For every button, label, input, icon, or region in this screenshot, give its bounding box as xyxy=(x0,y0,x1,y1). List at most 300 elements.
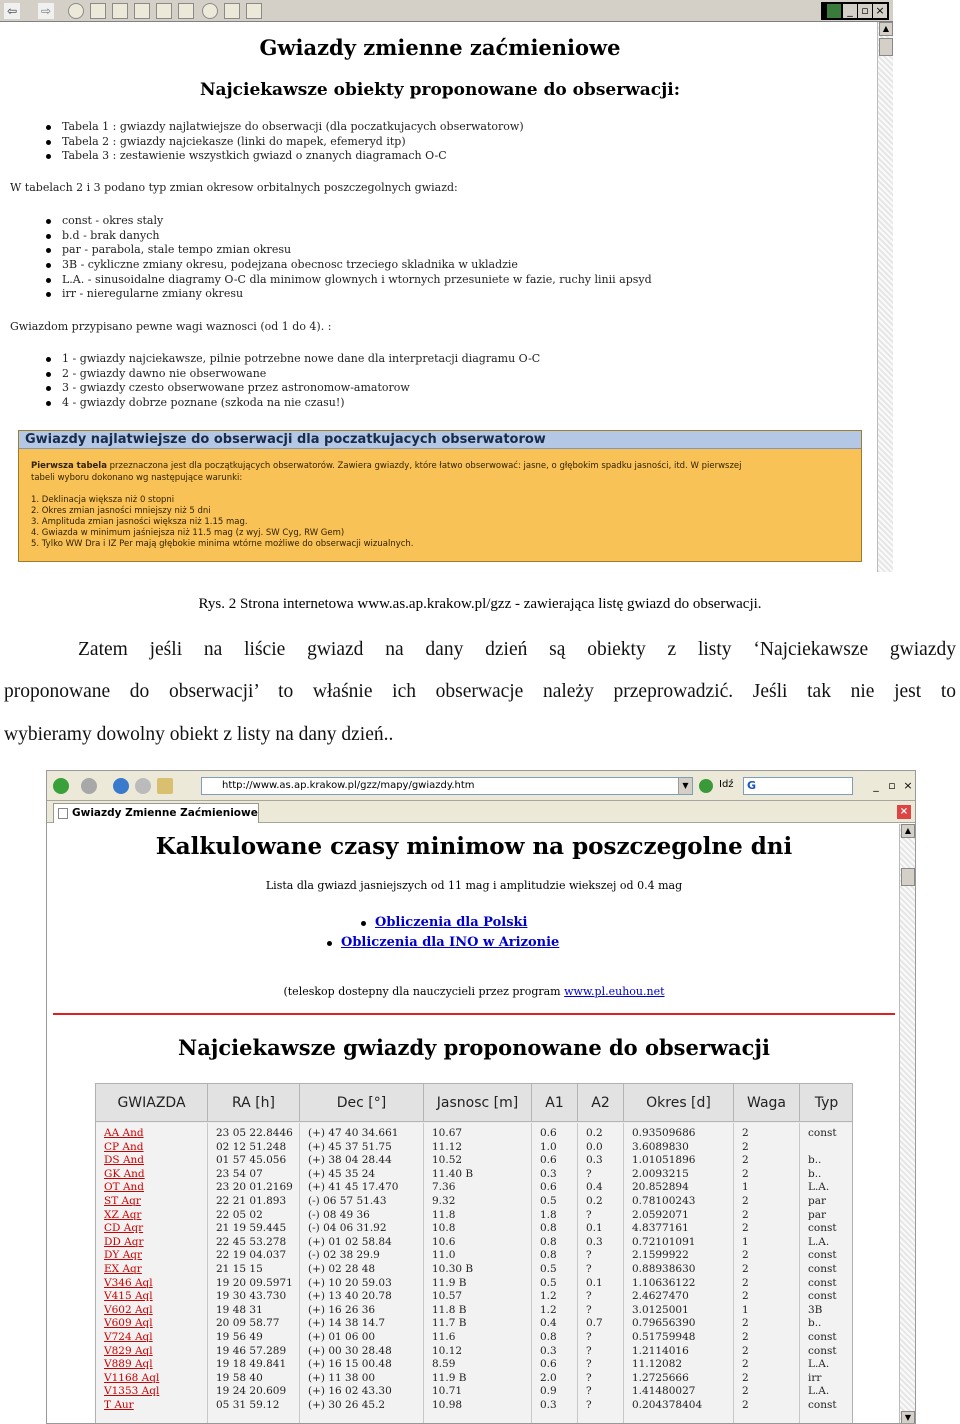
table-cell: (-) 06 57 51.43 xyxy=(308,1195,387,1207)
table-cell: ? xyxy=(586,1331,592,1343)
table-cell: 2 xyxy=(742,1127,749,1139)
table-cell: ? xyxy=(586,1399,592,1411)
list-item: const - okres staly xyxy=(44,214,652,229)
table-cell: 2 xyxy=(742,1399,749,1411)
table-cell: 2.0 xyxy=(540,1371,557,1384)
table-cell: 0.5 xyxy=(540,1276,557,1289)
table-cell: 11.9 B xyxy=(432,1371,467,1384)
table-cell: (+) 45 35 24 xyxy=(308,1167,376,1180)
star-link[interactable]: DD Aqr xyxy=(104,1235,144,1248)
table-cell: 0.93509686 xyxy=(632,1127,696,1139)
star-link[interactable]: GK And xyxy=(104,1167,145,1180)
euhou-link[interactable]: www.pl.euhou.net xyxy=(564,985,665,998)
stars-table xyxy=(95,1083,853,1424)
table-cell: 11.0 xyxy=(432,1249,456,1262)
section-heading: Najciekawsze gwiazdy proponowane do obserwacji xyxy=(178,1035,770,1060)
table-cell: 2 xyxy=(742,1154,749,1167)
table-cell: 2 xyxy=(742,1276,749,1289)
table-cell: (-) 04 06 31.92 xyxy=(308,1222,387,1235)
box-intro-line2: tabeli wyboru dokonano wg następujące warunki: xyxy=(31,473,243,483)
globe-icon[interactable] xyxy=(202,3,218,19)
table-cell: 19 30 43.730 xyxy=(216,1290,287,1303)
table-cell: L.A. xyxy=(808,1235,830,1248)
table-cell: ? xyxy=(586,1385,592,1398)
table-cell: 23 54 07 xyxy=(216,1167,263,1180)
stop-icon[interactable] xyxy=(135,778,151,794)
tab-gwiazdy[interactable] xyxy=(53,803,259,823)
star-link[interactable]: V346 Aql xyxy=(104,1276,153,1289)
table-cell: (+) 38 04 28.44 xyxy=(308,1154,392,1167)
table-cell: ? xyxy=(586,1358,592,1371)
col-header-dec: Dec [°] xyxy=(300,1084,424,1122)
table-cell: 2 xyxy=(742,1358,749,1371)
star-link[interactable]: CP And xyxy=(104,1140,144,1153)
table-cell: 22 21 01.893 xyxy=(216,1195,287,1207)
table-cell: 22 19 04.037 xyxy=(216,1249,287,1262)
vertical-scrollbar[interactable] xyxy=(877,22,893,572)
star-link[interactable]: XZ Aqr xyxy=(104,1208,142,1221)
table-cell: 22 45 53.278 xyxy=(216,1235,287,1248)
table-cell: 4.8377161 xyxy=(632,1222,689,1235)
table-cell: ? xyxy=(586,1249,592,1262)
body-text-line: Zatem jeśli na liście gwiazd na dany dzień są obiekty z listy ‘Najciekawsze gwiazdy xyxy=(78,639,956,660)
go-label[interactable]: Idź xyxy=(719,779,734,790)
col-weight xyxy=(734,1084,800,1424)
table-cell: const xyxy=(808,1263,837,1275)
table-cell: 0.51759948 xyxy=(632,1331,696,1343)
col-header-period: Okres [d] xyxy=(624,1084,734,1122)
divider xyxy=(53,1013,895,1015)
url-text: http://www.as.ap.krakow.pl/gzz/mapy/gwiazdy.htm xyxy=(222,780,475,791)
table-cell: 11.8 B xyxy=(432,1303,467,1316)
table-cell: 2.0093215 xyxy=(632,1167,689,1180)
table-cell: L.A. xyxy=(808,1181,830,1194)
box-intro-rest: przeznaczona jest dla początkujących obserwatorów. Zawiera gwiazdy, które łatwo obserwować: jasne, o głębokim spadku jasności, itd. W pierwszej xyxy=(106,461,742,471)
table-cell: (+) 14 38 14.7 xyxy=(308,1317,386,1330)
edit-icon[interactable] xyxy=(156,3,172,19)
table-cell: 10.30 B xyxy=(432,1263,474,1275)
list-item: par - parabola, stale tempo zmian okresu xyxy=(44,243,652,258)
table-cell: 2 xyxy=(742,1195,749,1207)
back-icon[interactable]: ⇦ xyxy=(4,3,20,19)
table-cell: 1 xyxy=(742,1235,749,1248)
table-cell: 10.98 xyxy=(432,1399,463,1411)
weights-list xyxy=(44,352,540,411)
table-cell: 2 xyxy=(742,1344,749,1357)
print-icon[interactable] xyxy=(134,3,150,19)
table-cell: ? xyxy=(586,1371,592,1384)
scroll-up-icon[interactable]: ▲ xyxy=(879,22,893,36)
table-cell: 10.12 xyxy=(432,1344,463,1357)
table-cell: (+) 41 45 17.470 xyxy=(308,1181,399,1194)
table-cell: 11.40 B xyxy=(432,1167,474,1180)
table-cell: 11.7 B xyxy=(432,1317,467,1330)
home-icon[interactable] xyxy=(112,3,128,19)
table-cell: irr xyxy=(808,1371,822,1384)
table-cell: 22 05 02 xyxy=(216,1208,263,1221)
screenshot-minima-page xyxy=(46,770,916,1424)
list-item: irr - nieregularne zmiany okresu xyxy=(44,287,652,302)
tables-list xyxy=(44,120,524,164)
table-cell: 0.8 xyxy=(540,1331,557,1343)
star-link[interactable]: V415 Aql xyxy=(104,1290,153,1303)
restore-icon[interactable]: ▫ xyxy=(858,4,872,18)
table-cell: 0.3 xyxy=(540,1344,557,1357)
body-text-line: wybieramy dowolny obiekt z listy na dany dzień.. xyxy=(4,724,394,745)
col-a1 xyxy=(532,1084,578,1424)
types-intro: W tabelach 2 i 3 podano typ zmian okresow orbitalnych poszczegolnych gwiazd: xyxy=(10,181,458,194)
table-cell: 0.6 xyxy=(540,1181,557,1194)
table-cell: 0.8 xyxy=(540,1235,557,1248)
table-cell: const xyxy=(808,1399,837,1411)
star-link[interactable]: DY Aqr xyxy=(104,1249,143,1262)
table-cell: 0.8 xyxy=(540,1222,557,1235)
table-cell: (+) 01 06 00 xyxy=(308,1331,376,1343)
table-cell: 19 24 20.609 xyxy=(216,1385,287,1398)
table-cell: 10.52 xyxy=(432,1154,463,1167)
table-cell: 01 57 45.056 xyxy=(216,1154,287,1167)
table-cell: 23 20 01.2169 xyxy=(216,1181,293,1194)
vertical-scrollbar[interactable] xyxy=(899,824,915,1424)
table-cell: 11.6 xyxy=(432,1331,456,1343)
box-condition: 2. Okres zmian jasności mniejszy niż 5 dni xyxy=(31,506,211,516)
settings-icon[interactable] xyxy=(246,3,262,19)
star-link[interactable]: V609 Aql xyxy=(104,1317,153,1330)
google-logo-icon: G xyxy=(747,779,757,792)
table-cell: 2 xyxy=(742,1167,749,1180)
col-body-dec xyxy=(300,1123,424,1424)
table-cell: 1.2114016 xyxy=(632,1344,689,1357)
table-cell: 05 31 59.12 xyxy=(216,1399,280,1411)
table-cell: const xyxy=(808,1249,837,1262)
stop-icon[interactable] xyxy=(68,3,84,19)
list-item: 3B - cykliczne zmiany okresu, podejzana obecnosc trzeciego skladnika w ukladzie xyxy=(44,258,652,273)
tab-bar xyxy=(47,801,916,823)
table-cell: 2 xyxy=(742,1263,749,1275)
table-cell: 10.8 xyxy=(432,1222,456,1235)
beginners-box xyxy=(18,430,862,562)
col-dec xyxy=(300,1084,424,1424)
table-cell: 0.78100243 xyxy=(632,1195,696,1207)
box-condition: 4. Gwiazda w minimum jaśniejsza niż 11.5 mag (z wyj. SW Cyg, RW Gem) xyxy=(31,528,345,538)
table-cell: (+) 16 15 00.48 xyxy=(308,1358,392,1371)
list-item: b.d - brak danych xyxy=(44,229,652,244)
forward-icon[interactable] xyxy=(81,778,97,794)
table-cell: 11.9 B xyxy=(432,1276,467,1289)
table-cell: 1.10636122 xyxy=(632,1276,696,1289)
col-header-weight: Waga xyxy=(734,1084,800,1122)
table-cell: 2 xyxy=(742,1290,749,1303)
table-cell: 2 xyxy=(742,1317,749,1330)
table-cell: 0.79656390 xyxy=(632,1317,696,1330)
col-header-type: Typ xyxy=(800,1084,853,1122)
types-list xyxy=(44,214,652,302)
table-cell: (+) 11 38 00 xyxy=(308,1371,376,1384)
star-link[interactable]: OT And xyxy=(104,1181,145,1194)
list-item: 1 - gwiazdy najciekawsze, pilnie potrzebne nowe dane dla interpretacji diagramu O-C xyxy=(44,352,540,367)
calc-links xyxy=(341,913,560,953)
list-item: 3 - gwiazdy czesto obserwowane przez astronomow-amatorow xyxy=(44,381,540,396)
table-cell: 1.2725666 xyxy=(632,1371,689,1384)
table-cell: (+) 10 20 59.03 xyxy=(308,1276,392,1289)
scroll-thumb[interactable] xyxy=(901,868,915,886)
col-body-weight xyxy=(734,1123,800,1424)
minimize-icon[interactable]: _ xyxy=(843,4,857,18)
table-cell: 10.6 xyxy=(432,1235,456,1248)
table-cell: 1.01051896 xyxy=(632,1154,696,1167)
table-cell: 1.41480027 xyxy=(632,1385,696,1398)
table-cell: (+) 02 28 48 xyxy=(308,1263,376,1275)
telescope-text: (teleskop dostepny dla nauczycieli przez program xyxy=(283,985,565,998)
list-item[interactable]: Tabela 3 : zestawienie wszystkich gwiazd o znanych diagramach O-C xyxy=(44,149,524,164)
scroll-up-icon[interactable]: ▲ xyxy=(901,824,915,838)
table-cell: 0.6 xyxy=(540,1127,557,1139)
table-cell: 0.88938630 xyxy=(632,1263,696,1275)
table-cell: 9.32 xyxy=(432,1195,456,1207)
table-cell: 0.9 xyxy=(540,1385,557,1398)
table-cell: (+) 16 26 36 xyxy=(308,1303,376,1316)
tab-close-icon[interactable]: × xyxy=(897,805,911,819)
table-cell: ? xyxy=(586,1290,592,1303)
list-item: 2 - gwiazdy dawno nie obserwowane xyxy=(44,367,540,382)
screenshot-gzz-homepage xyxy=(0,0,893,572)
table-cell: par xyxy=(808,1208,827,1221)
table-cell: 1 xyxy=(742,1303,749,1316)
box-condition: 3. Amplituda zmian jasności większa niż 1.15 mag. xyxy=(31,517,248,527)
table-cell: 19 58 40 xyxy=(216,1371,263,1384)
table-cell: (-) 08 49 36 xyxy=(308,1208,370,1221)
table-cell: 1.2 xyxy=(540,1303,557,1316)
col-body-a2 xyxy=(578,1123,624,1424)
table-cell: 3.6089830 xyxy=(632,1140,689,1153)
col-body-mag xyxy=(424,1123,532,1424)
table-cell: 0.0 xyxy=(586,1140,603,1153)
list-item[interactable]: Tabela 2 : gwiazdy najciekasze (linki do mapek, efemeryd itp) xyxy=(44,135,524,150)
table-cell: L.A. xyxy=(808,1385,830,1398)
star-link[interactable]: V602 Aql xyxy=(104,1303,153,1316)
page-icon xyxy=(58,808,68,819)
restore-icon[interactable]: ▫ xyxy=(888,779,896,792)
table-cell: const xyxy=(808,1344,837,1357)
table-cell: 8.59 xyxy=(432,1358,456,1371)
table-cell: 0.3 xyxy=(586,1235,603,1248)
beginners-box-header[interactable]: Gwiazdy najlatwiejsze do obserwacji dla poczatkujacych obserwatorow xyxy=(19,431,861,449)
close-icon[interactable]: × xyxy=(903,779,913,792)
table-cell: 0.1 xyxy=(586,1222,603,1235)
page-subtitle: Lista dla gwiazd jasniejszych od 11 mag i amplitudzie wiekszej od 0.4 mag xyxy=(265,879,683,892)
star-link[interactable]: AA And xyxy=(104,1127,144,1139)
table-cell: 0.8 xyxy=(540,1249,557,1262)
col-body-period xyxy=(624,1123,734,1424)
box-condition: 1. Deklinacja większa niż 0 stopni xyxy=(31,495,175,505)
table-cell: 11.12082 xyxy=(632,1358,683,1371)
table-cell: const xyxy=(808,1276,837,1289)
table-cell: 3B xyxy=(808,1303,823,1316)
table-cell: 2 xyxy=(742,1208,749,1221)
list-item xyxy=(359,913,559,933)
table-cell: 21 15 15 xyxy=(216,1263,263,1275)
table-cell: 2.0592071 xyxy=(632,1208,689,1221)
weights-intro: Gwiazdom przypisano pewne wagi waznosci (od 1 do 4). : xyxy=(10,320,332,333)
folder-icon[interactable] xyxy=(224,3,240,19)
chevron-down-icon[interactable]: ▼ xyxy=(678,778,692,794)
table-cell: 2 xyxy=(742,1371,749,1384)
table-cell: 2 xyxy=(742,1222,749,1235)
table-cell: (+) 47 40 34.661 xyxy=(308,1127,399,1139)
table-cell: 2 xyxy=(742,1385,749,1398)
col-header-ra: RA [h] xyxy=(208,1084,300,1122)
table-cell: 19 56 49 xyxy=(216,1331,263,1343)
list-item: 4 - gwiazdy dobrze poznane (szkoda na nie czasu!) xyxy=(44,396,540,411)
box-condition: 5. Tylko WW Dra i IZ Per mają głębokie minima wtórne możliwe do obserwacji wizualnych. xyxy=(31,539,414,549)
col-ra xyxy=(208,1084,300,1424)
table-cell: ? xyxy=(586,1344,592,1357)
table-cell: 1 xyxy=(742,1181,749,1194)
scroll-down-icon[interactable]: ▼ xyxy=(901,1411,915,1424)
table-cell: (-) 02 38 29.9 xyxy=(308,1249,380,1262)
address-bar[interactable] xyxy=(201,777,693,795)
table-cell: (+) 13 40 20.78 xyxy=(308,1290,392,1303)
table-cell: (+) 30 26 45.2 xyxy=(308,1399,386,1411)
page-subtitle: Najciekawsze obiekty proponowane do obserwacji: xyxy=(199,80,681,100)
table-cell: 1.0 xyxy=(540,1140,557,1153)
star-link[interactable]: DS And xyxy=(104,1154,145,1167)
col-period xyxy=(624,1084,734,1424)
body-text-line: proponowane do obserwacji’ to właśnie ich obserwacje należy przeprowadzić. Jeśli tak nie jest to xyxy=(4,681,956,702)
table-cell: const xyxy=(808,1331,837,1343)
star-link[interactable]: V829 Aql xyxy=(104,1344,153,1357)
col-header-star: GWIAZDA xyxy=(96,1084,208,1122)
table-cell: (+) 45 37 51.75 xyxy=(308,1140,392,1153)
star-link[interactable]: CD Aqr xyxy=(104,1222,144,1235)
table-cell: 02 12 51.248 xyxy=(216,1140,287,1153)
table-cell: 3.0125001 xyxy=(632,1303,689,1316)
col-body-type xyxy=(800,1123,853,1424)
table-cell: par xyxy=(808,1195,827,1207)
table-cell: const xyxy=(808,1222,837,1235)
table-cell: 0.3 xyxy=(540,1167,557,1180)
table-cell: ? xyxy=(586,1208,592,1221)
table-cell: ? xyxy=(586,1303,592,1316)
tab-label: Gwiazdy Zmienne Zaćmieniowe xyxy=(72,807,258,819)
forward-icon[interactable]: ⇨ xyxy=(38,3,54,19)
table-cell: L.A. xyxy=(808,1358,830,1371)
close-icon[interactable]: × xyxy=(873,4,887,18)
browser-toolbar xyxy=(47,771,916,801)
table-cell: b.. xyxy=(808,1154,822,1167)
star-link[interactable]: V724 Aql xyxy=(104,1331,153,1343)
table-cell: 0.72101091 xyxy=(632,1235,696,1248)
table-cell: 0.6 xyxy=(540,1154,557,1167)
table-cell: 0.5 xyxy=(540,1263,557,1275)
table-cell: 0.4 xyxy=(586,1181,603,1194)
refresh-icon[interactable] xyxy=(90,3,106,19)
go-icon[interactable] xyxy=(699,779,713,793)
col-a2 xyxy=(578,1084,624,1424)
table-cell: ? xyxy=(586,1167,592,1180)
table-cell: 1.2 xyxy=(540,1290,557,1303)
table-cell: 10.67 xyxy=(432,1127,463,1139)
back-icon[interactable] xyxy=(53,778,69,794)
search-box[interactable] xyxy=(743,777,853,795)
table-cell: 2.1599922 xyxy=(632,1249,689,1262)
star-link[interactable]: V1353 Aql xyxy=(104,1385,160,1398)
table-cell: 2 xyxy=(742,1140,749,1153)
table-cell: (+) 01 02 58.84 xyxy=(308,1235,392,1248)
telescope-note xyxy=(47,985,901,998)
box-intro-bold: Pierwsza tabela xyxy=(31,461,107,471)
table-cell: 0.1 xyxy=(586,1276,603,1289)
window-controls xyxy=(821,2,889,20)
table-cell: 0.5 xyxy=(540,1195,557,1207)
table-cell: b.. xyxy=(808,1167,822,1180)
table-cell: 0.3 xyxy=(586,1154,603,1167)
star-link[interactable]: EX Aqr xyxy=(104,1263,142,1275)
table-cell: 21 19 59.445 xyxy=(216,1222,287,1235)
col-body-star xyxy=(96,1123,208,1424)
table-cell: 1.8 xyxy=(540,1208,557,1221)
list-item[interactable]: Tabela 1 : gwiazdy najlatwiejsze do obserwacji (dla poczatkujacych obserwatorow) xyxy=(44,120,524,135)
link-arizona[interactable]: Obliczenia dla INO w Arizonie xyxy=(341,935,560,950)
star-link[interactable]: V1168 Aql xyxy=(104,1371,160,1384)
app-icon xyxy=(827,4,841,18)
table-cell: ? xyxy=(586,1263,592,1275)
table-cell: 10.71 xyxy=(432,1385,463,1398)
table-cell: 0.3 xyxy=(540,1399,557,1411)
table-cell: 10.57 xyxy=(432,1290,463,1303)
table-cell: 11.8 xyxy=(432,1208,456,1221)
table-cell: 0.2 xyxy=(586,1195,603,1207)
list-item xyxy=(325,933,559,953)
col-star xyxy=(96,1084,208,1424)
box-intro-line xyxy=(31,461,742,471)
table-cell: 0.204378404 xyxy=(632,1399,703,1411)
figure-caption: Rys. 2 Strona internetowa www.as.ap.krakow.pl/gzz - zawierająca listę gwiazd do obserwacji. xyxy=(198,596,762,612)
table-cell: 0.2 xyxy=(586,1127,603,1139)
scroll-thumb[interactable] xyxy=(879,38,893,56)
col-header-mag: Jasnosc [m] xyxy=(424,1084,532,1122)
list-item: L.A. - sinusoidalne diagramy O-C dla minimow glownych i wtornych przesuniete w fazie, ruchy linii apsyd xyxy=(44,273,652,288)
table-cell: const xyxy=(808,1127,837,1139)
col-body-ra xyxy=(208,1123,300,1424)
table-cell: 23 05 22.8446 xyxy=(216,1127,293,1139)
table-cell: (+) 16 02 43.30 xyxy=(308,1385,392,1398)
link-poland[interactable]: Obliczenia dla Polski xyxy=(375,915,528,930)
table-cell: 0.7 xyxy=(586,1317,603,1330)
table-cell: b.. xyxy=(808,1317,822,1330)
table-cell: 11.12 xyxy=(432,1140,463,1153)
refresh-icon[interactable] xyxy=(113,778,129,794)
table-cell: 7.36 xyxy=(432,1181,456,1194)
home-icon[interactable] xyxy=(157,778,173,794)
table-cell: 19 18 49.841 xyxy=(216,1358,287,1371)
table-cell: 2 xyxy=(742,1249,749,1262)
table-cell: 19 46 57.289 xyxy=(216,1344,287,1357)
star-link[interactable]: ST Aqr xyxy=(104,1195,141,1207)
table-cell: 20 09 58.77 xyxy=(216,1317,280,1330)
table-cell: 0.4 xyxy=(540,1317,557,1330)
page-title: Gwiazdy zmienne zaćmieniowe xyxy=(259,35,621,60)
star-link[interactable]: V889 Aql xyxy=(104,1358,153,1371)
table-cell: 2.4627470 xyxy=(632,1290,689,1303)
col-type xyxy=(800,1084,853,1424)
star-link[interactable]: T Aur xyxy=(104,1399,134,1411)
col-mag xyxy=(424,1084,532,1424)
browser-toolbar xyxy=(0,0,893,22)
tools-icon[interactable] xyxy=(178,3,194,19)
col-body-a1 xyxy=(532,1123,578,1424)
minimize-icon[interactable]: _ xyxy=(873,779,879,792)
